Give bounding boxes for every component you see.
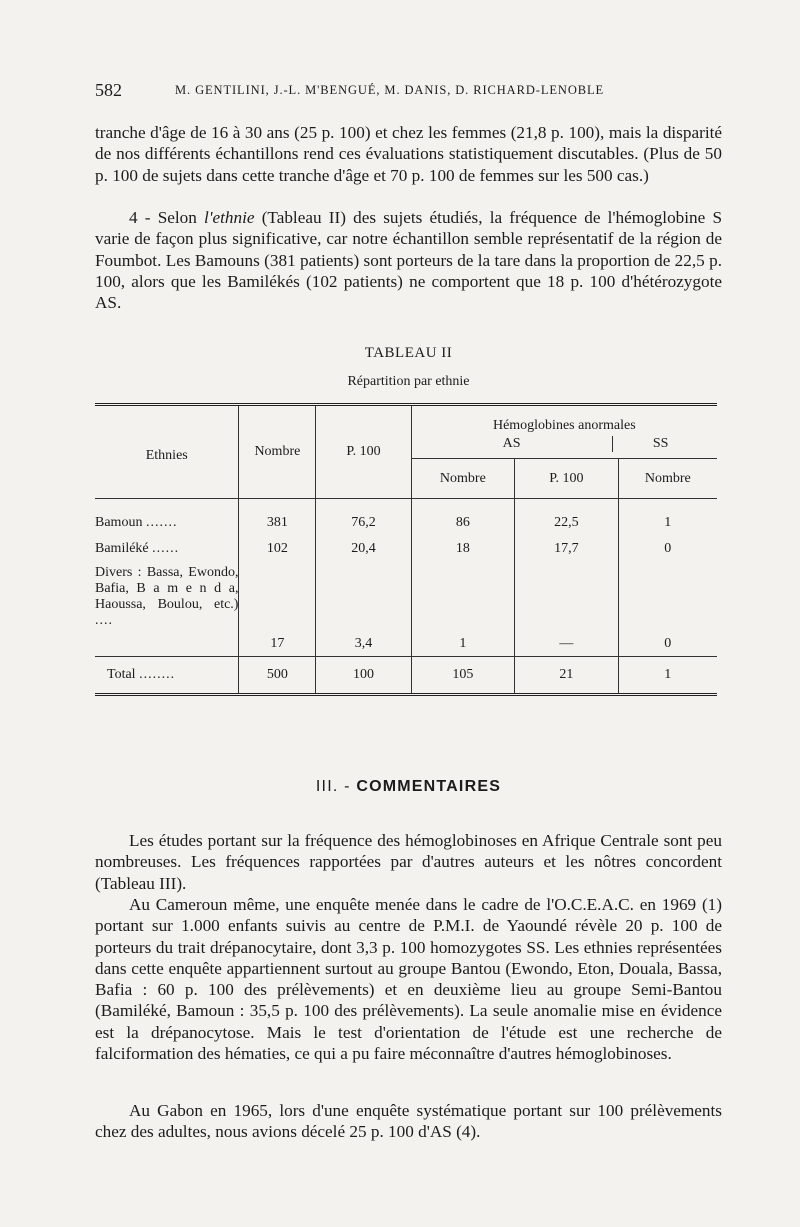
table-row — [95, 533, 717, 565]
cell-ss-nombre: 0 — [618, 565, 717, 657]
page-header — [95, 80, 725, 104]
header-ss: SS — [652, 436, 669, 451]
cell-total-ss-nombre: 1 — [664, 667, 672, 682]
cell-total-as-p100: 21 — [515, 657, 618, 695]
paragraph-text: Les études portant sur la fréquence des hémoglobinoses en Afrique Centrale sont peu nombreuses. Les fréquences rapportées par d'autres auteurs et les nôtres concordent (Tableau III). — [95, 831, 722, 893]
cell-ethnie — [95, 533, 239, 565]
paragraph-text: Au Gabon en 1965, lors d'une enquête systématique portant sur 100 prélèvements chez des adultes, nous avions décelé 25 p. 100 d'AS (4). — [95, 1101, 722, 1142]
emphasis-ethnie: l'ethnie — [204, 208, 255, 227]
paragraph-age-continuation — [95, 122, 722, 186]
cell-as-nombre: 86 — [411, 499, 514, 533]
leader-dots: ........ — [139, 667, 176, 682]
header-as-p100: P. 100 — [515, 459, 618, 499]
ethnie-label: Bamiléké — [95, 540, 149, 556]
table-row — [95, 499, 717, 533]
table-title: TABLEAU II — [364, 345, 453, 361]
cell-p100: 76,2 — [316, 499, 411, 533]
cell-nombre: 17 — [239, 565, 316, 657]
header-p100: P. 100 — [316, 405, 411, 499]
leader-dots: ....... — [145, 514, 178, 530]
running-head-authors: M. GENTILINI, J.-L. M'BENGUÉ, M. DANIS, D. RICHARD-LENOBLE — [175, 83, 605, 97]
cell-total-nombre: 500 — [239, 657, 316, 695]
header-ethnies: Ethnies — [95, 405, 239, 499]
text-span: 4 - Selon — [129, 208, 205, 227]
table-subtitle: Répartition par ethnie — [347, 374, 470, 389]
section-title-text: COMMENTAIRES — [356, 778, 502, 795]
cell-as-p100: — — [515, 565, 618, 657]
header-hemoglobines — [411, 405, 717, 459]
cell-total-as-nombre: 105 — [411, 657, 514, 695]
header-ss-nombre: Nombre — [618, 459, 717, 499]
cell-p100: 3,4 — [316, 565, 411, 657]
paragraph-text: tranche d'âge de 16 à 30 ans (25 p. 100) et chez les femmes (21,8 p. 100), mais la disparité de nos différents échantillons rend ces évaluations statistiquement discutables. (Plus de 50 p. 100 de sujets dans cette tranche d'âge et 70 p. 100 de femmes sur les 500 cas.) — [95, 123, 722, 185]
header-as: AS — [412, 436, 613, 452]
page-number: 582 — [95, 80, 122, 100]
ethnie-label: Divers : Bassa, Ewondo, Bafia, B a m e n d a, Haoussa, Boulou, etc.) — [95, 564, 239, 612]
text-span: (Tableau II) des sujets étudiés, la fréquence de l'hémoglobine S varie de façon plus significative, car notre échantillon semble représentatif de la région de Foumbot. Les Bamouns (381 patients) sont porteurs de la tare dans la proportion de 22,5 p. 100, alors que les Bamilékés (102 patients) ne comportent que 18 p. 100 d'hétérozygote AS. — [95, 208, 723, 313]
cell-ethnie — [95, 565, 239, 657]
cell-as-p100: 22,5 — [515, 499, 618, 533]
table-repartition-ethnie — [95, 403, 717, 696]
paragraph-text — [95, 207, 722, 313]
paragraph-cameroun — [95, 894, 722, 1064]
cell-as-nombre: 1 — [411, 565, 514, 657]
leader-dots: ...... — [152, 540, 180, 556]
table-row — [95, 565, 717, 657]
cell-as-p100: 17,7 — [515, 533, 618, 565]
cell-nombre: 102 — [239, 533, 316, 565]
paragraph-ethnie — [95, 207, 722, 313]
cell-nombre: 381 — [239, 499, 316, 533]
leader-dots: .... — [95, 612, 113, 628]
table-header-row — [95, 405, 717, 459]
cell-p100: 20,4 — [316, 533, 411, 565]
section-heading — [95, 778, 722, 796]
header-as-ss — [412, 436, 717, 456]
header-as-nombre: Nombre — [411, 459, 514, 499]
header-hemo-label: Hémoglobines anormales — [492, 418, 636, 433]
cell-ss-nombre: 0 — [664, 540, 672, 556]
cell-total-label — [95, 657, 239, 695]
paragraph-gabon — [95, 1100, 722, 1143]
header-nombre: Nombre — [239, 405, 316, 499]
section-number: III. - — [315, 778, 357, 795]
paragraph-commentaires-intro — [95, 830, 722, 894]
cell-ss-nombre: 1 — [664, 514, 672, 530]
cell-total-p100: 100 — [316, 657, 411, 695]
table-total-row — [95, 657, 717, 695]
cell-as-nombre: 18 — [411, 533, 514, 565]
total-label: Total — [107, 667, 136, 682]
ethnie-label: Bamoun — [95, 514, 143, 530]
paragraph-text: Au Cameroun même, une enquête menée dans le cadre de l'O.C.E.A.C. en 1969 (1) portant sur 1.000 enfants suivis au centre de P.M.I. de Yaoundé révèle 20 p. 100 de porteurs du trait drépanocytaire, dont 3,3 p. 100 homozygotes SS. Les ethnies représentées dans cette enquête appartiennent surtout au groupe Bantou (Ewondo, Eton, Douala, Bassa, Bafia : 60 p. 100 des prélèvements) et en deuxième lieu au groupe Semi-Bantou (Bamiléké, Bamoun : 35,5 p. 100 des prélèvements). La seule anomalie mise en évidence est la drépanocytose. Mais le test d'orientation de l'étude est une recherche de falciformation des hématies, ce qui a pu faire méconnaître d'autres hémoglobinoses. — [95, 895, 722, 1064]
cell-ethnie — [95, 499, 239, 533]
